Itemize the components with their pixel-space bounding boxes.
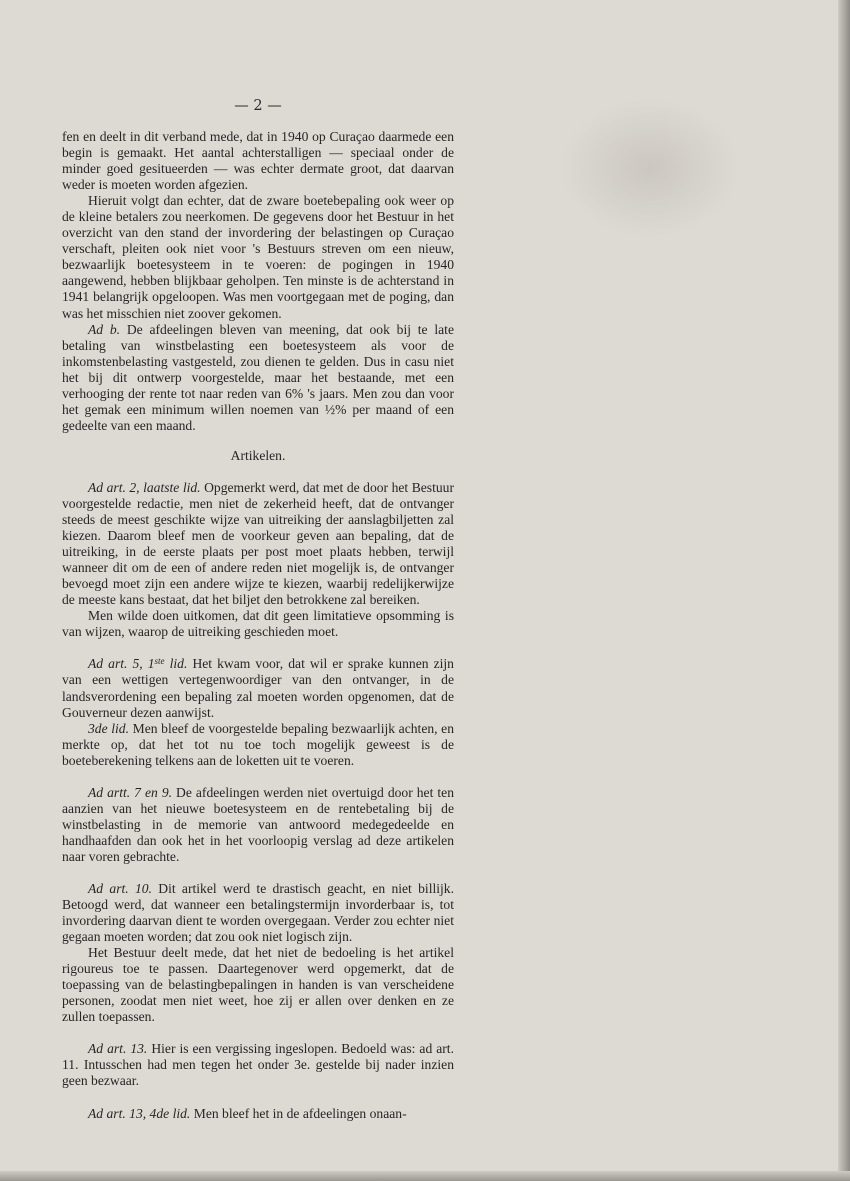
paragraph-label: Ad artt. 7 en 9. — [88, 784, 173, 800]
paragraph-3de-lid: 3de lid. Men bleef de voorgestelde bepaling bezwaarlijk achten, en merkte op, dat het tot nu toe toch mogelijk geweest is de boeteberekening telkens aan de loketten uit te voeren. — [62, 720, 454, 768]
show-through-stain — [560, 98, 740, 238]
paragraph-ad-art-13-4de-lid: Ad art. 13, 4de lid. Men bleef het in de afdeelingen onaan- — [88, 1105, 407, 1121]
paragraph-ad-artt-7-9: Ad artt. 7 en 9. De afdeelingen werden niet overtuigd door het ten aanzien van het nieuwe boetesysteem en de rentebetaling bij de winstbelasting in de memorie van antwoord medegedeelde en handhaafden dan ook het in het voorloopig verslag ad deze artikelen naar voren gebrachte. — [62, 784, 454, 864]
paragraph-ad-art-13: Ad art. 13. Hier is een vergissing ingeslopen. Bedoeld was: ad art. 11. Intusschen had men tegen het onder 3e. gestelde bij nader inzien geen bezwaar. — [62, 1041, 454, 1089]
section-heading-artikelen: Artikelen. — [230, 447, 286, 463]
paragraph-limitatieve-opsomming: Men wilde doen uitkomen, dat dit geen limitatieve opsomming is van wijzen, waarop de uitreiking geschieden moet. — [62, 608, 454, 640]
paragraph-label: Ad art. 10. — [88, 880, 152, 896]
paragraph-ad-art-2: Ad art. 2, laatste lid. Opgemerkt werd, dat met de door het Bestuur voorgestelde redactie, men niet de zekerheid heeft, dat de ontvanger steeds de meest geschikte wijze van uitreiking der aanslagbiljetten zal kiezen. Daarom bleef men de voorkeur geven aan bepaling, dat de uitreiking, in de eerste plaats per post moet plaats hebben, terwijl wanneer dit om de een of andere reden niet mogelijk is, de ontvanger bevoegd moet zijn een andere wijze te kiezen, waarbij redelijkerwijze de meeste kans bestaat, dat het biljet den betrokkene zal bereiken. — [62, 479, 454, 608]
page-number: — 2 — — [234, 98, 282, 114]
paragraph-ad-art-10: Ad art. 10. Dit artikel werd te drastisch geacht, en niet billijk. Betoogd werd, dat wanneer een betalingstermijn invorderbaar is, tot invordering daarvan dient te worden overgegaan. Verder zou echter niet gegaan moeten worden; dat zou ook niet logisch zijn. — [62, 880, 455, 945]
paragraph-bestuur-mede: Het Bestuur deelt mede, dat het niet de bedoeling is het artikel rigoureus toe te passen. Daartegenover werd opgemerkt, dat de toepassing van de belastingbepalingen in handen is van verscheidene personen, zoodat men niet weet, hoe zij er allen over denken en ze zullen toepassen. — [62, 945, 454, 1025]
paragraph-label: Ad art. 2, laatste lid. — [88, 479, 201, 495]
paragraph-boetebepaling: Hieruit volgt dan echter, dat de zware boetebepaling ook weer op de kleine betalers zou neerkomen. De gegevens door het Bestuur in het overzicht van den stand der invordering der belastingen op Curaçao verschaft, pleiten ook niet voor 's Bestuurs streven om een nieuw, bezwaarlijk boetesysteem in te voeren: de pogingen in 1940 aangewend, hebben blijkbaar geholpen. Ten minste is de achterstand in 1941 belangrijk opgeloopen. Was men voortgegaan met de poging, dan was het misschien niet zoover gekomen. — [62, 193, 454, 321]
paragraph-label: Ad art. 13. — [88, 1041, 148, 1057]
paragraph-ad-b: Ad b. De afdeelingen bleven van meening, dat ook bij te late betaling van winstbelasting een boetesysteem als voor de inkomstenbelasting vastgesteld, zou dienen te gelden. Dus in casu niet het bij dit ontwerp voorgestelde, maar het bestaande, met een verhooging der rente tot naar reden van 6% 's jaars. Men zou dan voor het gemak een minimum willen noemen van ½% per maand of een gedeelte van een maand. — [62, 321, 454, 433]
paragraph-label: Ad art. 13, 4de lid. — [88, 1105, 191, 1121]
body-text — [62, 129, 454, 1122]
paragraph-label: Ad b. — [88, 321, 121, 337]
paragraph-intro: fen en deelt in dit verband mede, dat in 1940 op Curaçao daarmede een begin is gemaakt. Het aantal achterstalligen — speciaal onder de minder goed gesitueerden — was echter dermate groot, dat daarvan weder is moeten worden afgezien. — [62, 129, 454, 193]
paragraph-label: 3de lid. — [88, 720, 129, 736]
paragraph-ad-art-5: Ad art. 5, 1ste lid. Het kwam voor, dat wil er sprake kunnen zijn van een wettigen vertegenwoordiger van den ontvanger, in de landsverordening een bepaling zal moeten worden opgenomen, dat de Gouverneur dezen aanwijst. — [62, 656, 454, 720]
paragraph-label: Ad art. 5, 1ste lid. — [88, 656, 188, 672]
